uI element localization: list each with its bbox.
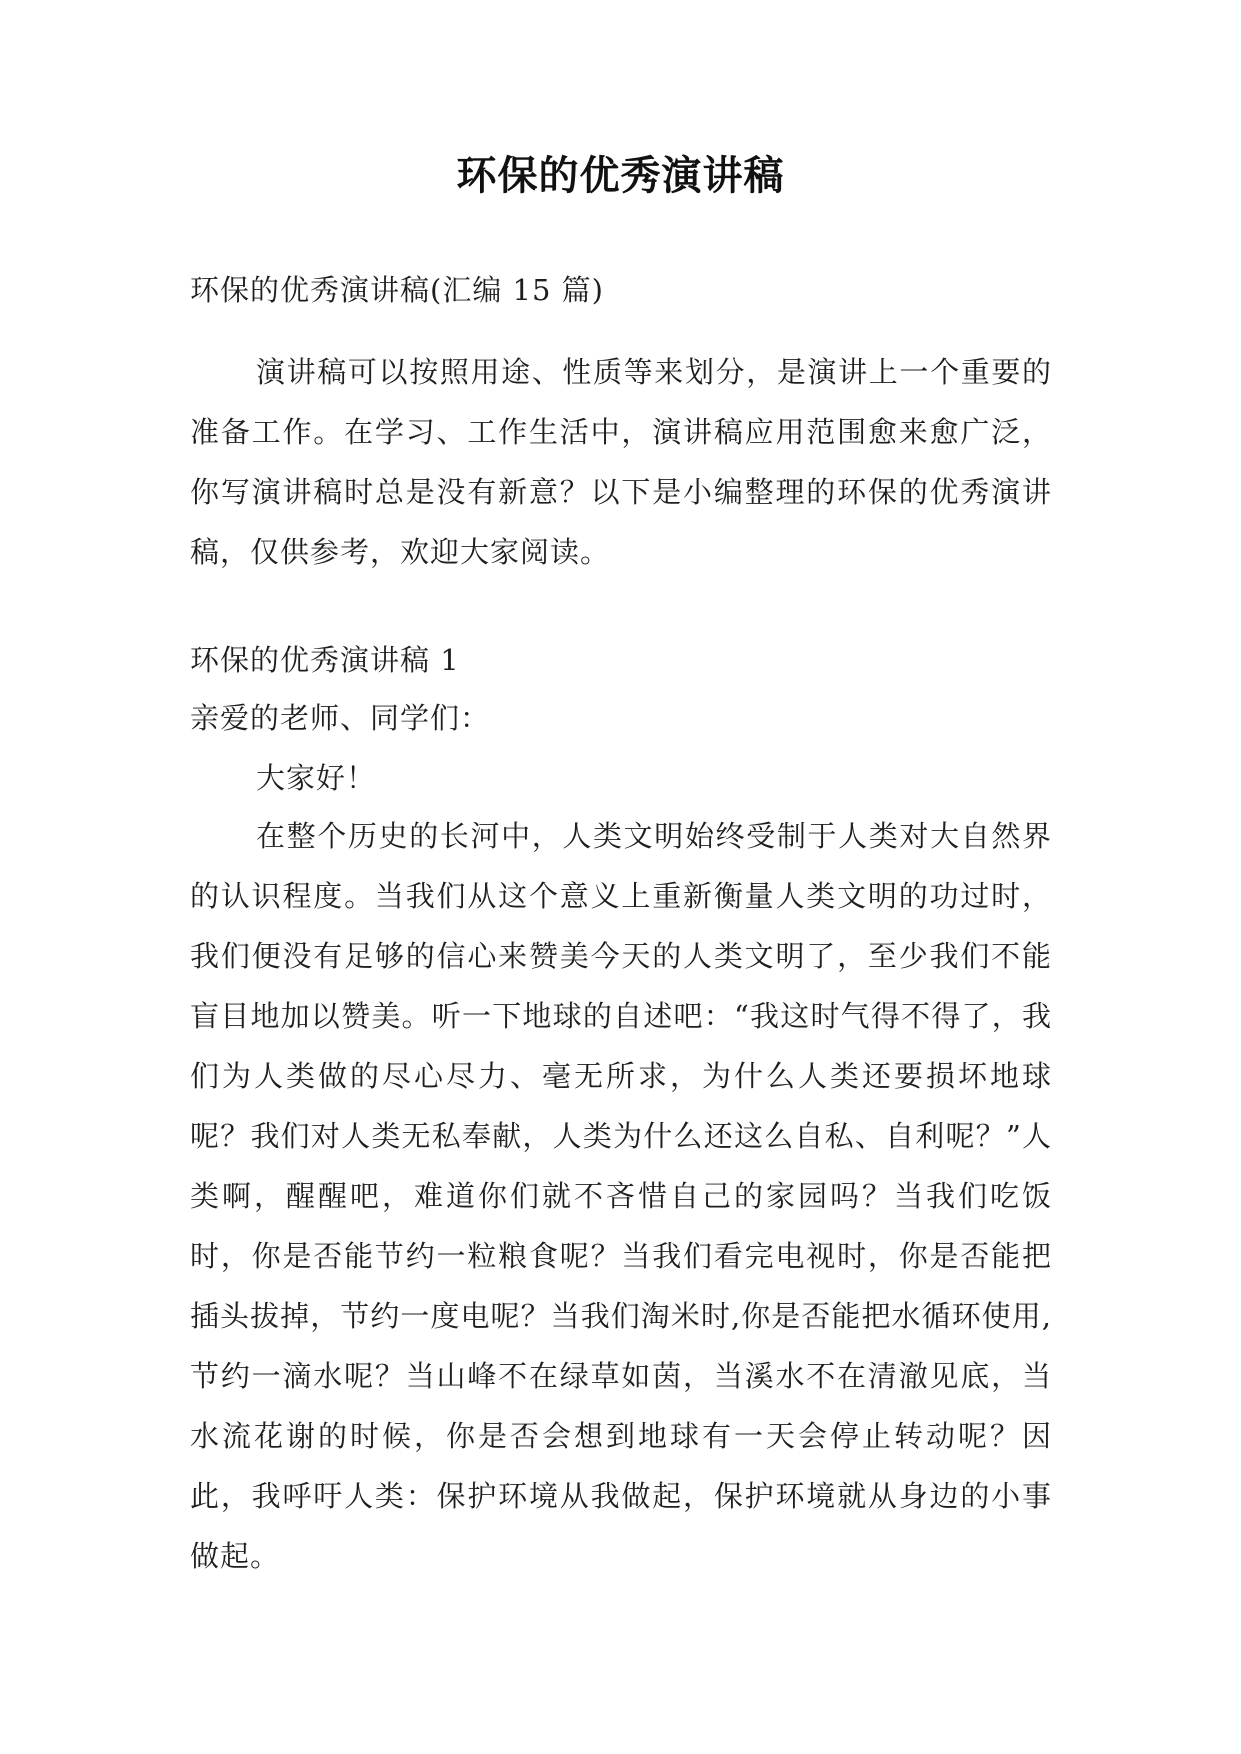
speech-paragraph: 在整个历史的长河中，人类文明始终受制于人类对大自然界的认识程度。当我们从这个意义上重新衡量人类文明的功过时，我们便没有足够的信心来赞美今天的人类文明了，至少我们不能盲目地加以赞美。听一下地球的自述吧：“我这时气得不得了，我们为人类做的尽心尽力、毫无所求，为什么人类还要损坏地球呢？我们对人类无私奉献，人类为什么还这么自私、自利呢？”人类啊，醒醒吧，难道你们就不吝惜自己的家园吗？当我们吃饭时，你是否能节约一粒粮食呢？当我们看完电视时，你是否能把插头拔掉，节约一度电呢？当我们淘米时,你是否能把水循环使用,节约一滴水呢？当山峰不在绿草如茵，当溪水不在清澈见底，当水流花谢的时候，你是否会想到地球有一天会停止转动呢？因此，我呼吁人类：保护环境从我做起，保护环境就从身边的小事做起。 (190, 819, 1052, 1573)
section-title: 环保的优秀演讲稿 1 (190, 643, 460, 677)
document-subtitle: 环保的优秀演讲稿(汇编 15 篇) (190, 273, 604, 307)
document-title: 环保的优秀演讲稿 (456, 153, 785, 199)
intro-paragraph: 演讲稿可以按照用途、性质等来划分，是演讲上一个重要的准备工作。在学习、工作生活中，演讲稿应用范围愈来愈广泛，你写演讲稿时总是没有新意？以下是小编整理的环保的优秀演讲稿，仅供参考，欢迎大家阅读。 (190, 355, 1052, 569)
greeting-line: 大家好！ (256, 761, 377, 795)
salutation-line: 亲爱的老师、同学们： (190, 701, 491, 735)
